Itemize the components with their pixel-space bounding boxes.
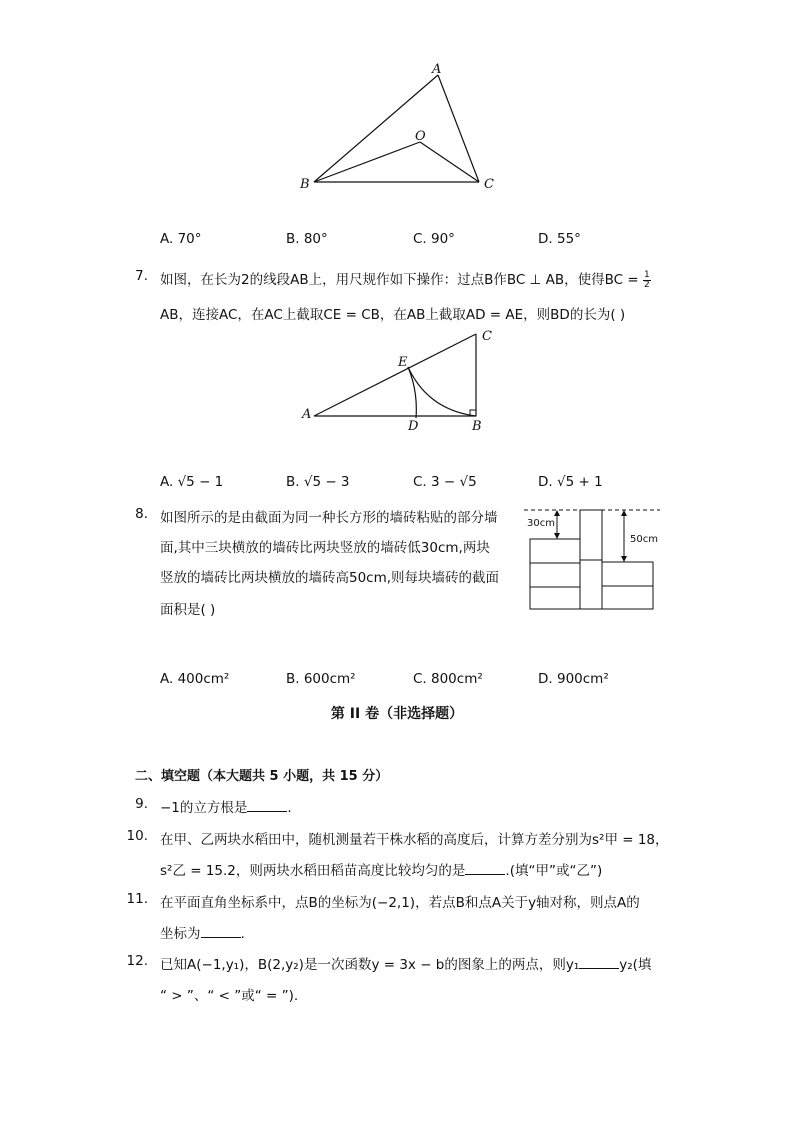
q10-line1: 在甲、乙两块水稻田中，随机测量若干株水稻的高度后，计算方差分别为s²甲 = 18， (160, 832, 669, 848)
q9-text-after: . (287, 800, 292, 816)
q12-line2: “ > ”、“ < ”或“ = ”). (160, 988, 299, 1004)
q7-label-c: C (482, 329, 492, 344)
q10-answer-blank[interactable] (465, 862, 505, 875)
q6-triangle-figure (290, 58, 510, 198)
q12-line1 (160, 953, 651, 973)
q9-line (160, 796, 292, 816)
q7-option-d: D. √5 + 1 (538, 474, 603, 490)
q12-text-after: y₂(填 (619, 957, 652, 973)
q6-option-c: C. 90° (413, 231, 455, 247)
q10-number: 10. (126, 828, 148, 844)
q8-label-30cm: 30cm (527, 518, 555, 529)
q12-text-before: 已知A(−1,y₁)，B(2,y₂)是一次函数y = 3x − b的图象上的两点，则y₁ (160, 957, 580, 973)
q10-text-before: s²乙 = 15.2，则两块水稻田稻苗高度比较均匀的是 (160, 863, 466, 879)
q8-option-d: D. 900cm² (538, 671, 609, 687)
q6-option-d: D. 55° (538, 231, 581, 247)
q7-label-a: A (302, 407, 312, 422)
fill-in-header: 二、填空题（本大题共 5 小题，共 15 分） (135, 769, 389, 784)
q7-frac-den: 2 (644, 279, 650, 290)
q8-option-c: C. 800cm² (413, 671, 483, 687)
q11-number: 11. (126, 891, 148, 907)
q8-wall-figure (524, 502, 664, 614)
q7-fraction (643, 271, 651, 290)
q9-text-before: −1的立方根是 (160, 800, 248, 816)
q8-option-b: B. 600cm² (286, 671, 356, 687)
q8-label-50cm: 50cm (630, 534, 658, 545)
q10-text-after: .(填“甲”或“乙”) (505, 863, 603, 879)
q7-label-b: B (472, 419, 482, 434)
q6-label-c: C (484, 177, 494, 192)
q8-line1: 如图所示的是由截面为同一种长方形的墙砖粘贴的部分墙 (160, 510, 498, 526)
q8-number: 8. (135, 506, 148, 522)
q7-figure (298, 326, 498, 436)
section2-title: 第 II 卷（非选择题） (330, 706, 464, 722)
q7-frac-num: 1 (644, 269, 650, 280)
q10-line2 (160, 859, 602, 879)
q11-answer-blank[interactable] (201, 925, 241, 938)
q11-text-after: . (240, 926, 245, 942)
q9-answer-blank[interactable] (247, 799, 287, 812)
q7-label-e: E (398, 355, 408, 370)
q7-line2: AB，连接AC，在AC上截取CE = CB，在AB上截取AD = AE，则BD的长为( ) (160, 307, 626, 323)
q11-line2 (160, 922, 245, 942)
q12-answer-blank[interactable] (579, 956, 619, 969)
q11-text-before: 坐标为 (160, 926, 201, 942)
q6-option-b: B. 80° (286, 231, 328, 247)
q12-number: 12. (126, 953, 148, 969)
q7-option-c: C. 3 − √5 (413, 474, 477, 490)
q11-line1: 在平面直角坐标系中，点B的坐标为(−2,1)，若点B和点A关于y轴对称，则点A的 (160, 895, 640, 911)
q7-option-b: B. √5 − 3 (286, 474, 350, 490)
q8-line3: 竖放的墙砖比两块横放的墙砖高50cm,则每块墙砖的截面 (160, 570, 500, 586)
q8-line4: 面积是( ) (160, 602, 216, 618)
q7-label-d: D (408, 419, 419, 434)
q7-option-a: A. √5 − 1 (160, 474, 224, 490)
q9-number: 9. (135, 796, 148, 812)
q6-option-a: A. 70° (160, 231, 202, 247)
q8-line2: 面,其中三块横放的墙砖比两块竖放的墙砖低30cm,两块 (160, 540, 490, 556)
q7-line1 (160, 268, 651, 290)
q6-label-b: B (300, 177, 310, 192)
q7-line1-text: 如图，在长为2的线段AB上，用尺规作如下操作：过点B作BC ⊥ AB，使得BC = (160, 272, 639, 288)
q6-label-a: A (432, 62, 442, 77)
q8-option-a: A. 400cm² (160, 671, 230, 687)
q6-label-o: O (415, 129, 426, 144)
q7-number: 7. (135, 268, 148, 284)
